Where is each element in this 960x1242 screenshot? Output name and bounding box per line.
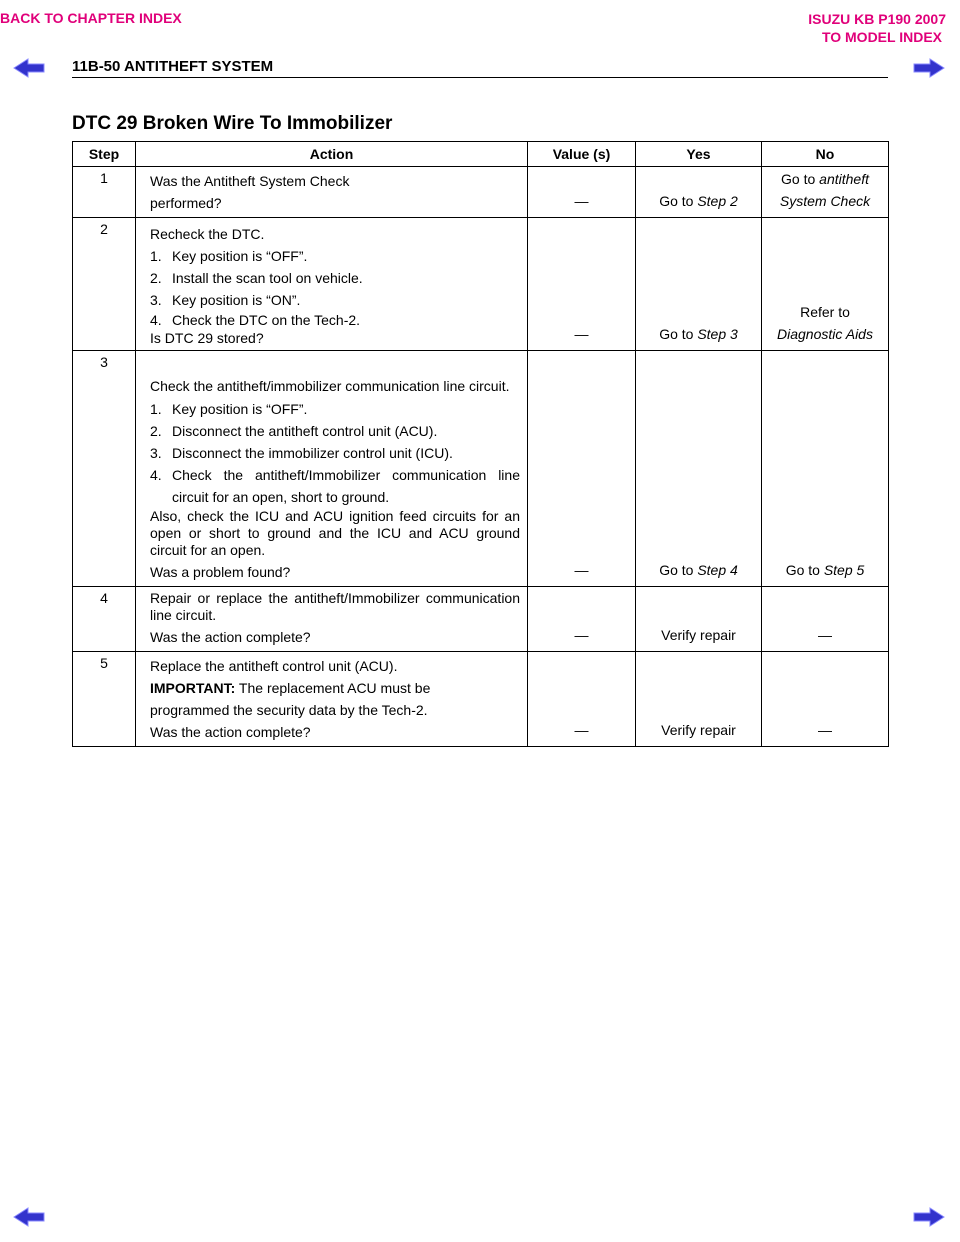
next-page-arrow-icon[interactable] [912,57,946,79]
yes-cell: Go to Step 4 [636,351,762,587]
next-page-arrow-icon[interactable] [912,1206,946,1228]
action-text: Replace the antitheft control unit (ACU). [150,658,398,674]
column-header-yes: Yes [636,142,762,167]
step-number: 3 [73,351,136,587]
action-question: Is DTC 29 stored? [150,330,264,346]
no-cell: Go to Step 5 [762,351,889,587]
value-cell: — [528,587,636,652]
value-cell: — [528,652,636,747]
back-to-chapter-index-link[interactable]: BACK TO CHAPTER INDEX [0,10,182,26]
page-title: DTC 29 Broken Wire To Immobilizer [72,113,393,134]
yes-cell: Verify repair [636,587,762,652]
list-item: 2. Install the scan tool on vehicle. [150,270,363,286]
yes-cell [636,167,762,218]
value-cell: — [528,167,636,218]
yes-cell: Verify repair [636,652,762,747]
action-cell [136,351,528,587]
action-question: Was the action complete? [150,629,311,645]
step-number: 4 [73,587,136,652]
no-prefix: Go to [781,171,820,187]
header-divider [72,77,888,78]
important-note-cont: programmed the security data by the Tech-2. [150,702,428,718]
action-note: Also, check the ICU and ACU ignition feed circuits for an open or short to ground and the ICU and ACU ground circuit for an open. [150,508,520,558]
action-text: performed? [150,195,222,211]
step-number: 2 [73,218,136,351]
no-cell: Refer to Diagnostic Aids [762,218,889,351]
important-note: IMPORTANT: The replacement ACU must be [150,680,431,696]
value-cell: — [528,218,636,351]
table-row [73,652,889,747]
previous-page-arrow-icon[interactable] [12,57,46,79]
action-text: Repair or replace the antitheft/Immobilizer communication line circuit. [150,590,520,623]
table-row [73,351,889,587]
action-cell [136,167,528,218]
to-model-index-link[interactable]: TO MODEL INDEX [821,29,942,45]
important-label: IMPORTANT: [150,680,236,696]
action-question: Was the action complete? [150,724,311,740]
no-reference: Diagnostic Aids [777,326,873,342]
action-text: Recheck the DTC. [150,226,265,242]
diagnostic-table [72,141,889,747]
list-item: 2. Disconnect the antitheft control unit (ACU). [150,423,438,439]
list-item: 4. Check the antitheft/Immobilizer communication line circuit for an open, short to ground. [150,467,520,505]
yes-step-link: Step 2 [697,193,738,209]
value-cell: — [528,351,636,587]
column-header-value: Value (s) [528,142,636,167]
table-row [73,587,889,652]
column-header-no: No [762,142,889,167]
step-number: 1 [73,167,136,218]
section-header: 11B-50 ANTITHEFT SYSTEM [72,58,274,75]
list-item: 3. Disconnect the immobilizer control unit (ICU). [150,445,453,461]
yes-cell: Go to Step 3 [636,218,762,351]
list-item: 3. Key position is “ON”. [150,292,301,308]
no-cell: — [762,587,889,652]
action-question: Was a problem found? [150,564,291,580]
previous-page-arrow-icon[interactable] [12,1206,46,1228]
table-row [73,167,889,218]
no-reference: antitheft [819,171,869,187]
table-header-row [73,142,889,167]
table-row [73,218,889,351]
action-text: Was the Antitheft System Check [150,173,350,189]
list-item: 1. Key position is “OFF”. [150,248,308,264]
yes-prefix: Go to [659,193,698,209]
no-cell: — [762,652,889,747]
action-cell [136,587,528,652]
column-header-step: Step [73,142,136,167]
step-number: 5 [73,652,136,747]
model-title-link[interactable]: ISUZU KB P190 2007 [808,11,946,27]
yes-step-link: Step 3 [697,326,738,342]
yes-step-link: Step 4 [697,562,738,578]
no-reference: System Check [779,193,871,209]
no-step-link: Step 5 [823,562,865,578]
action-text: Check the antitheft/immobilizer communication line circuit. [150,378,510,394]
action-cell [136,218,528,351]
list-item: 1. Key position is “OFF”. [150,401,308,417]
action-cell [136,652,528,747]
column-header-action: Action [136,142,528,167]
no-cell [762,167,889,218]
list-item: 4. Check the DTC on the Tech-2. [150,312,361,328]
